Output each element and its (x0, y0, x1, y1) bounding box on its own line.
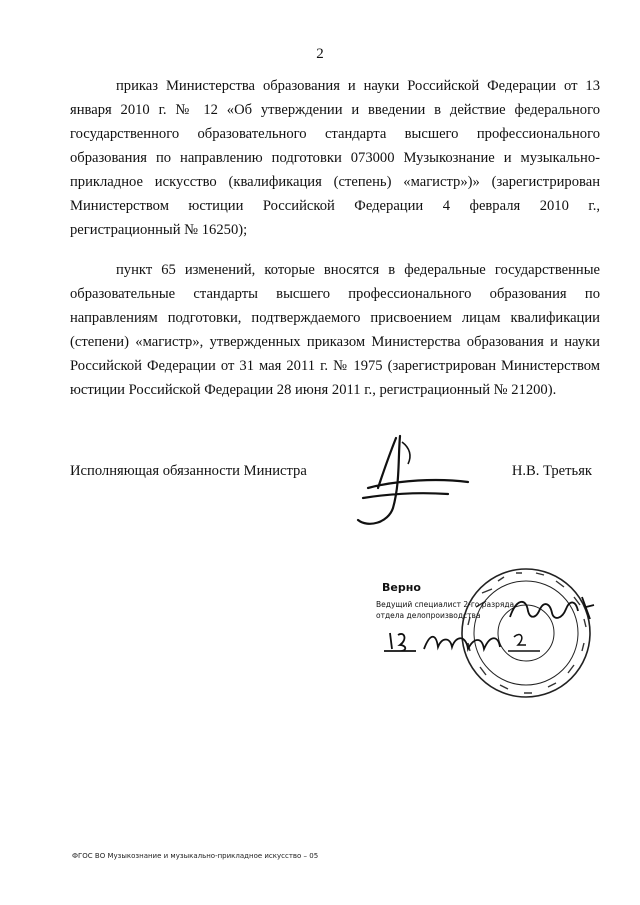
certification-block (376, 573, 596, 693)
signoff-name: Н.В. Третьяк (511, 463, 592, 479)
footer-text: ФГОС ВО Музыкознание и музыкально-прикладное искусство – 05 (72, 852, 319, 860)
certification-position: Ведущий специалист 2-го разряда (376, 600, 515, 609)
paragraph-1: приказ Министерства образования и науки Российской Федерации от 13 января 2010 г. № 12 «Об утверждении и введении в действие федерального государственного образовательного стандарта высшего профессионального образования по направлению подготовки 073000 Музыкознание и музыкально-прикладное искусство (квалификация (степень) «магистр»)» (зарегистрирован Министерством юстиции Российской Федерации 4 февраля 2010 г., регистрационный № 16250); (70, 78, 600, 238)
signoff-title: Исполняющая обязанности Министра (70, 463, 307, 479)
paragraph-2: пункт 65 изменений, которые вносятся в федеральные государственные образовательные стандарты высшего профессионального образования по направлениям подготовки, подтверждаемого присвоением лицам квалификации (степени) «магистр», утвержденных приказом Министерства образования и науки Российской Федерации от 31 мая 2011 г. № 1975 (зарегистрирован Министерством юстиции Российской Федерации 28 июня 2011 г., регистрационный № 21200). (70, 262, 600, 398)
signature-image (338, 428, 478, 538)
certification-department: отдела делопроизводства (376, 611, 481, 620)
page-number: 2 (316, 46, 324, 62)
certification-verno: Верно (382, 581, 421, 594)
handwritten-date-image (380, 623, 550, 659)
